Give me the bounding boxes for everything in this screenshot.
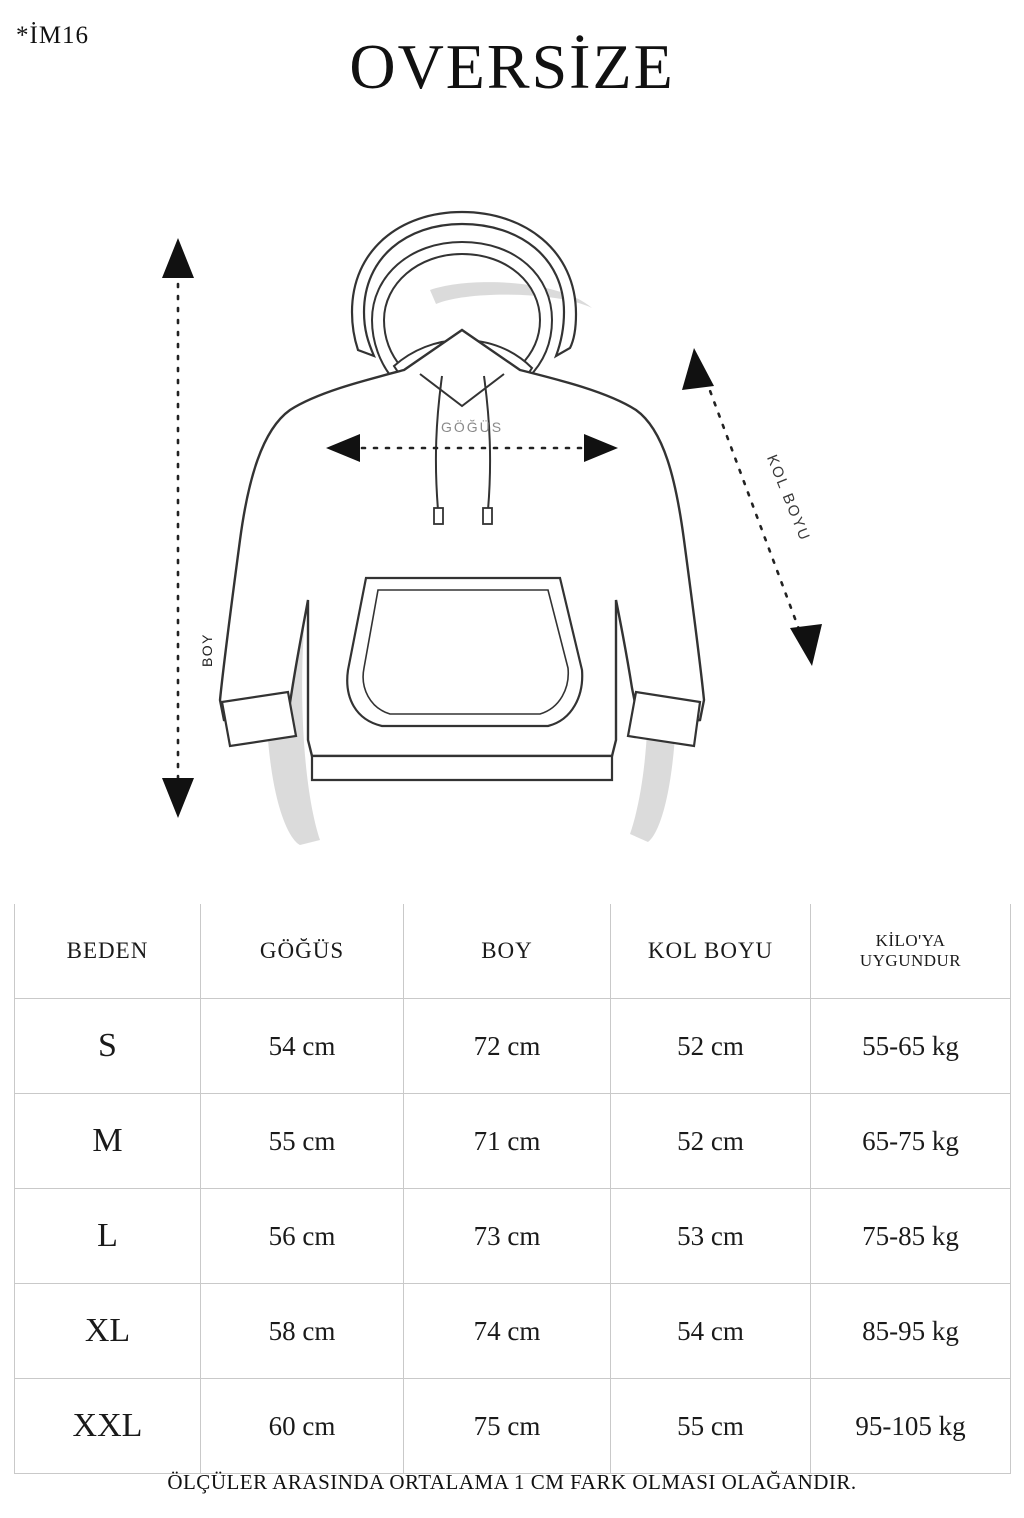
footnote: ÖLÇÜLER ARASINDA ORTALAMA 1 CM FARK OLMASI OLAĞANDIR. bbox=[167, 1470, 857, 1494]
cell-chest: 58 cm bbox=[201, 1284, 404, 1379]
cell-size: XL bbox=[15, 1284, 201, 1379]
aglet-left bbox=[434, 508, 443, 524]
cell-sleeve: 54 cm bbox=[611, 1284, 811, 1379]
cell-chest: 56 cm bbox=[201, 1189, 404, 1284]
aglet-right bbox=[483, 508, 492, 524]
table-body bbox=[15, 999, 1011, 1474]
column-header-length: BOY bbox=[404, 904, 611, 999]
label-sleeve: KOL BOYU bbox=[763, 452, 814, 545]
cell-length: 71 cm bbox=[404, 1094, 611, 1189]
cell-size: XXL bbox=[15, 1379, 201, 1474]
column-header-weight-line2: UYGUNDUR bbox=[859, 951, 962, 970]
table-row bbox=[15, 1094, 1011, 1189]
column-header-size: BEDEN bbox=[15, 904, 201, 999]
cell-sleeve: 52 cm bbox=[611, 1094, 811, 1189]
cuff-left bbox=[222, 692, 296, 746]
column-header-weight bbox=[811, 904, 1011, 999]
table-header-row bbox=[15, 904, 1011, 999]
cell-size: S bbox=[15, 999, 201, 1094]
label-length: BOY bbox=[199, 632, 215, 668]
cell-length: 75 cm bbox=[404, 1379, 611, 1474]
cell-size: L bbox=[15, 1189, 201, 1284]
cell-length: 74 cm bbox=[404, 1284, 611, 1379]
cell-sleeve: 53 cm bbox=[611, 1189, 811, 1284]
cell-chest: 55 cm bbox=[201, 1094, 404, 1189]
page-title: OVERSİZE bbox=[349, 31, 675, 102]
cell-chest: 60 cm bbox=[201, 1379, 404, 1474]
cell-weight: 95-105 kg bbox=[811, 1379, 1011, 1474]
table-row bbox=[15, 999, 1011, 1094]
cell-length: 72 cm bbox=[404, 999, 611, 1094]
cell-size: M bbox=[15, 1094, 201, 1189]
table-row bbox=[15, 1284, 1011, 1379]
cell-length: 73 cm bbox=[404, 1189, 611, 1284]
table-row bbox=[15, 1189, 1011, 1284]
cell-sleeve: 55 cm bbox=[611, 1379, 811, 1474]
hem-ribbing bbox=[312, 756, 612, 780]
cell-sleeve: 52 cm bbox=[611, 999, 811, 1094]
label-chest: GÖĞÜS bbox=[440, 419, 504, 435]
cell-weight: 75-85 kg bbox=[811, 1189, 1011, 1284]
table-row bbox=[15, 1379, 1011, 1474]
cell-chest: 54 cm bbox=[201, 999, 404, 1094]
pocket-inner bbox=[363, 590, 568, 714]
sku-code: *İM16 bbox=[16, 22, 90, 49]
cell-weight: 65-75 kg bbox=[811, 1094, 1011, 1189]
measure-length bbox=[162, 238, 194, 818]
column-header-sleeve: KOL BOYU bbox=[611, 904, 811, 999]
garment-diagram bbox=[0, 180, 1024, 880]
cuff-right bbox=[628, 692, 700, 746]
column-header-weight-line1: KİLO'YA bbox=[875, 931, 946, 951]
cell-weight: 85-95 kg bbox=[811, 1284, 1011, 1379]
column-header-chest: GÖĞÜS bbox=[201, 904, 404, 999]
cell-weight: 55-65 kg bbox=[811, 999, 1011, 1094]
size-chart-table bbox=[14, 904, 1011, 1474]
